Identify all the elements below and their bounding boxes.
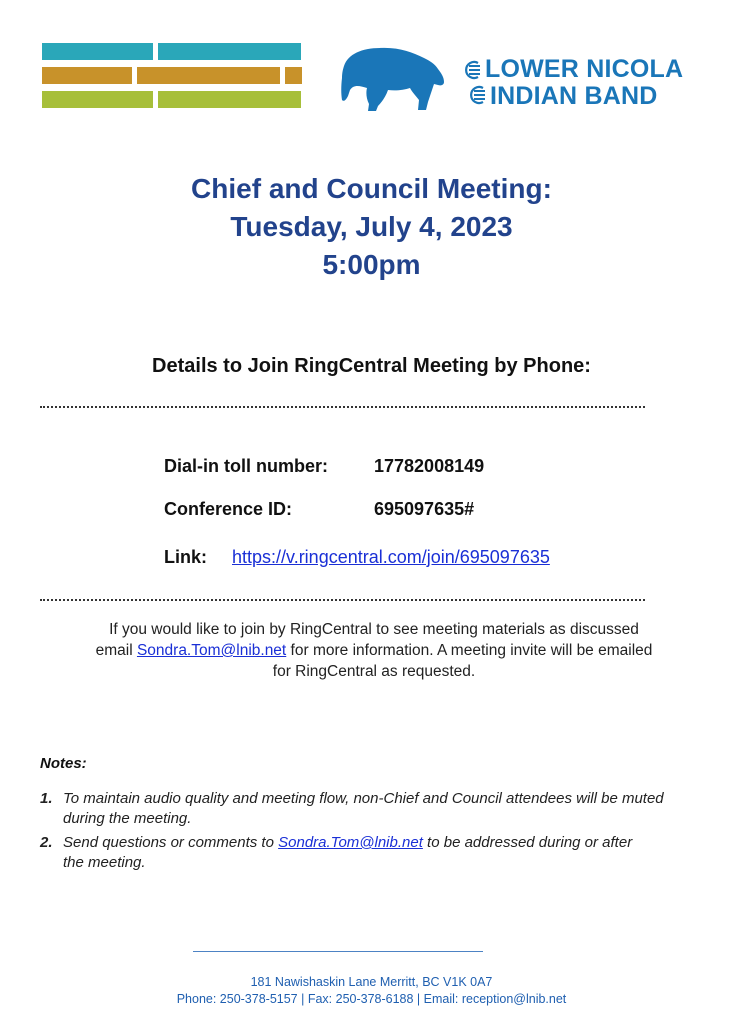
org-name-line1: [462, 55, 683, 84]
note-text: To maintain audio quality and meeting flow, non-Chief and Council attendees will be muted during the meeting.: [63, 790, 664, 827]
org-name-text-2: INDIAN BAND: [490, 82, 658, 110]
note-text: [63, 833, 640, 873]
note-2-suffix: to be addressed during or after the meeting.: [63, 834, 633, 871]
footer-divider: [193, 951, 483, 952]
stripe-gold-3: [285, 67, 302, 84]
dial-in-number: 17782008149: [374, 456, 485, 476]
join-heading: Details to Join RingCentral Meeting by Phone:: [152, 355, 591, 377]
notes-title: Notes:: [40, 755, 87, 772]
note-number: 2.: [40, 834, 53, 851]
footer-contact: Phone: 250-378-5157 | Fax: 250-378-6188 | Email: reception@lnib.net: [176, 992, 567, 1006]
stripe-teal-2: [158, 43, 301, 60]
stripe-gold-1: [42, 67, 132, 84]
meeting-time: 5:00pm: [322, 249, 421, 280]
stripe-green-1: [42, 91, 153, 108]
info-line-2-prefix: email: [95, 642, 137, 659]
info-line-1: If you would like to join by RingCentral to see meeting materials as discussed: [109, 621, 639, 638]
info-paragraph: [40, 619, 708, 682]
meeting-link[interactable]: https://v.ringcentral.com/join/695097635: [232, 547, 550, 567]
stripe-green-2: [158, 91, 301, 108]
dotted-divider-top: [40, 406, 645, 408]
info-line-3: for RingCentral as requested.: [272, 663, 476, 680]
stripe-teal-1: [42, 43, 153, 60]
band-mark-icon: [467, 85, 487, 105]
note-item-2: [40, 833, 640, 873]
footer-address: 181 Nawishaskin Lane Merritt, BC V1K 0A7: [250, 975, 493, 989]
link-label: Link:: [164, 547, 207, 567]
email-link-sondra[interactable]: Sondra.Tom@lnib.net: [136, 642, 287, 659]
info-line-2: [40, 640, 708, 661]
meeting-title: Chief and Council Meeting:: [191, 173, 552, 204]
email-link-sondra-notes[interactable]: Sondra.Tom@lnib.net: [278, 834, 423, 851]
org-name-text-1: LOWER NICOLA: [485, 55, 684, 83]
bear-logo-icon: [340, 44, 446, 114]
conference-id-value: 695097635#: [374, 499, 475, 519]
band-mark-icon: [462, 60, 482, 80]
stripe-gold-2: [137, 67, 280, 84]
note-2-prefix: Send questions or comments to: [63, 834, 279, 851]
dotted-divider-bottom: [40, 599, 645, 601]
dial-in-label: Dial-in toll number:: [164, 456, 328, 476]
info-line-2-suffix: for more information. A meeting invite will be emailed: [286, 642, 653, 659]
note-number: 1.: [40, 790, 53, 807]
conference-id-label: Conference ID:: [164, 499, 293, 519]
org-name-line2: [490, 82, 657, 111]
meeting-date: Tuesday, July 4, 2023: [230, 211, 513, 242]
note-item-1: [40, 789, 700, 829]
